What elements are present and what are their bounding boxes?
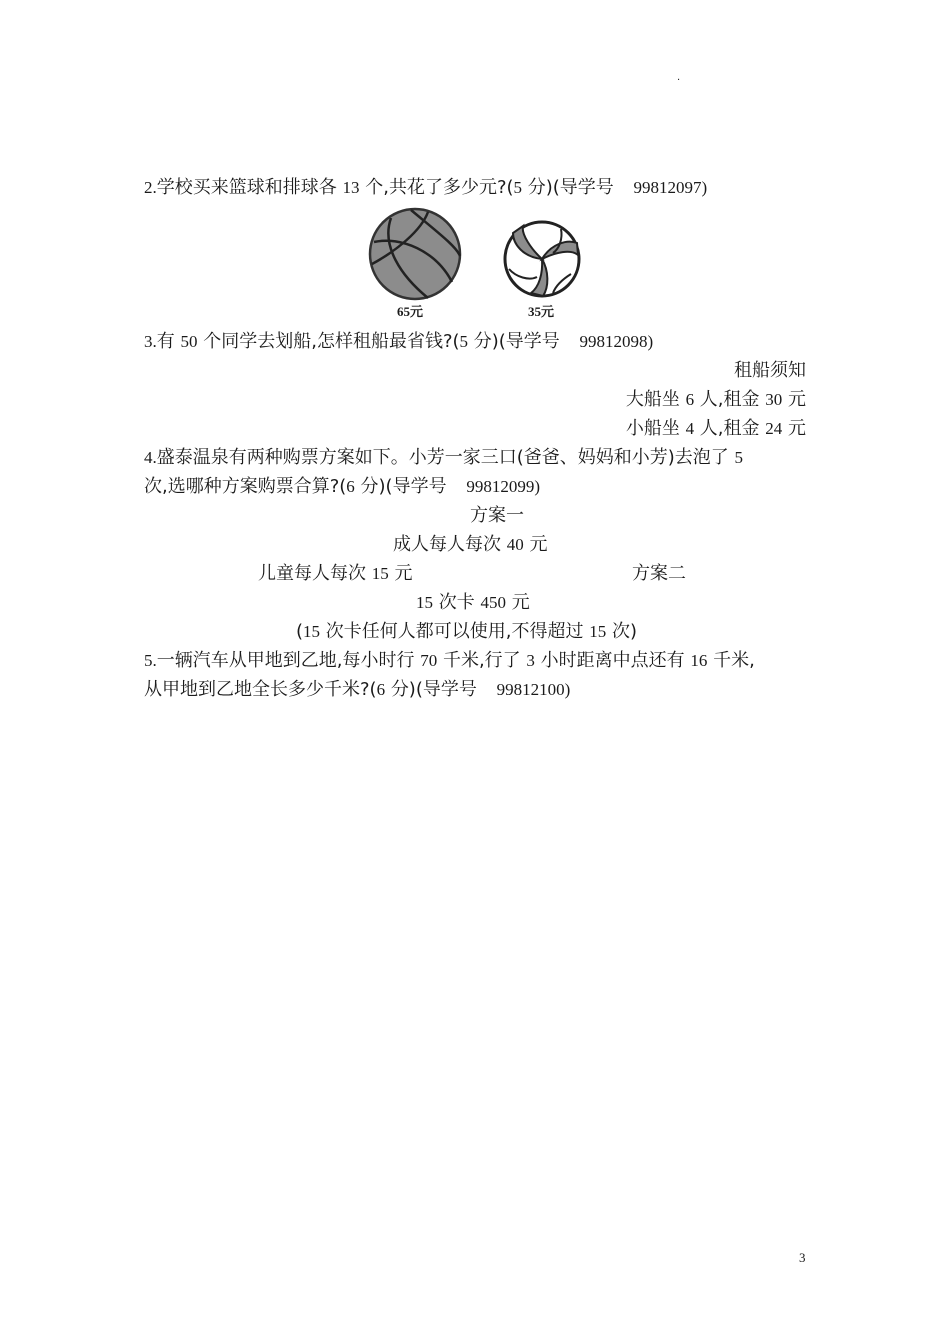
question-5-line2 [144,678,570,702]
question-text: 分)(导学号 [390,679,477,700]
volleyball-image [501,219,583,299]
question-text: 学校买来篮球和排球各 [156,177,337,198]
page-number: 3 [799,1250,806,1265]
basketball-price: 65元 [397,304,424,319]
score: 6 [346,477,355,496]
guide-code: 99812098) [579,332,654,351]
speed: 70 [420,651,438,670]
ball-count: 13 [342,178,360,197]
question-text: 千米, [713,650,755,671]
question-number: 4. [144,448,157,467]
big-boat-rule: 大船坐 6 人,租金 30 元 [625,389,806,410]
small-boat-rule: 小船坐 4 人,租金 24 元 [625,418,806,439]
question-number: 2. [144,178,157,197]
question-text: 有 [156,331,175,352]
boat-notice-title: 租船须知 [734,360,806,381]
question-text: 分)(导学号 [527,177,614,198]
child-price: 儿童每人每次 15 元 [258,563,413,584]
guide-code: 99812097) [633,178,708,197]
question-text: 个,共花了多少元?( [365,177,514,198]
question-text: 千米,行了 [442,650,521,671]
question-text: 从甲地到乙地全长多少千米?( [144,679,377,700]
score: 5 [459,332,469,351]
guide-code: 99812100) [496,680,571,699]
question-2 [144,176,707,200]
question-text: 个同学去划船,怎样租船最省钱?( [203,331,460,352]
student-count: 50 [180,332,198,351]
question-4-line2 [144,475,540,499]
question-5-line1 [144,649,755,673]
question-text: 一辆汽车从甲地到乙地,每小时行 [156,650,415,671]
volleyball-price: 35元 [528,304,555,319]
visit-times: 5 [734,448,744,467]
adult-price: 成人每人每次 40 元 [393,534,548,555]
question-text: 小时距离中点还有 [540,650,685,671]
header-dot: . [677,72,681,83]
question-text: 盛泰温泉有两种购票方案如下。小芳一家三口(爸爸、妈妈和小芳)去泡了 [156,447,729,468]
question-text: 分)(导学号 [360,476,447,497]
question-3 [144,330,653,354]
question-number: 5. [144,651,157,670]
question-text: 分)(导学号 [473,331,560,352]
card-price: 15 次卡 450 元 [416,592,530,613]
basketball-image [366,206,464,302]
guide-code: 99812099) [466,477,540,496]
score: 5 [513,178,523,197]
distance: 16 [690,651,708,670]
question-number: 3. [144,332,157,351]
plan-2-title: 方案二 [632,563,686,584]
card-note: (15 次卡任何人都可以使用,不得超过 15 次) [296,621,637,642]
hours: 3 [526,651,535,670]
plan-1-title: 方案一 [470,505,524,526]
question-text: 次,选哪种方案购票合算?( [144,476,347,497]
score: 6 [376,680,386,699]
question-4-line1 [144,446,743,470]
